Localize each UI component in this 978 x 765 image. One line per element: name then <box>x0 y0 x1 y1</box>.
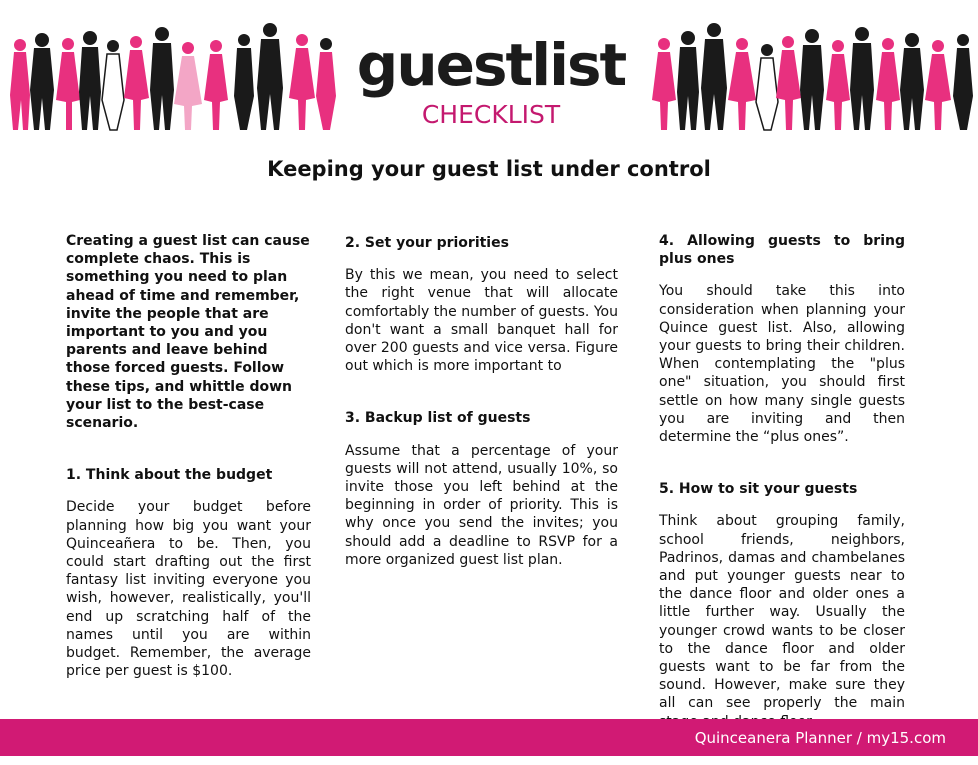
section-body-backup: Assume that a percentage of your guests will not attend, usually 10%, so invite those you left behind at the beginning in order of priority. This is why once you send the invites; you should add a deadline to RSVP for a more organized guest list plan. <box>345 442 618 568</box>
section-body-budget: Decide your budget before planning how big you want your Quinceañera to be. Then, you could start drafting out the first fantasy list inviting everyone you wish, however, realistically, you'll end up scratching half of the names until you are within budget. Remember, the average price per guest is $100. <box>66 499 311 680</box>
header-banner <box>0 0 978 135</box>
footer-credit: Quinceanera Planner / my15.com <box>694 729 946 747</box>
section-body-plus-ones: You should take this into consideration when planning your Quince guest list. Also, allowing your guests to bring their children. When contemplating the "plus one" situation, you should first settle on how many single guests you are inviting and then determine the “plus ones”. <box>659 283 905 446</box>
party-crowd-left-icon <box>0 0 340 135</box>
section-title-seating: 5. How to sit your guests <box>659 481 858 498</box>
section-title-priorities: 2. Set your priorities <box>345 235 509 251</box>
page-title: Keeping your guest list under control <box>267 157 711 181</box>
section-body-priorities: By this we mean, you need to select the right venue that will allocate comfortably the number of guests. You don't want a small banquet hall for over 200 guests and vice versa. Figure out which is more important to <box>345 267 618 375</box>
column-left <box>66 232 311 714</box>
footer-bar <box>0 719 978 756</box>
column-middle <box>345 232 618 603</box>
intro-paragraph: Creating a guest list can cause complete chaos. This is something you need to plan ahead of time and remember, invite the people that are important to you and you parents and leave behind those forced guests. Follow these tips, and whittle down your list to the best-case scenario. <box>66 233 310 432</box>
logo-subtitle: CHECKLIST <box>421 100 561 129</box>
column-right <box>659 232 905 765</box>
section-body-seating: Think about grouping family, school friends, neighbors, Padrinos, damas and chambelanes and put younger guests near to the dance floor and older ones a little further way. Usually the younger crowd wants to be closer to the dance floor and older guests want to be far from the sound. However, make sure they all can see properly the main <box>659 513 905 712</box>
party-crowd-right-icon <box>648 0 978 135</box>
section-title-backup: 3. Backup list of guests <box>345 410 531 427</box>
logo-title: guestlist <box>356 31 626 99</box>
section-title-plus-ones: 4. Allowing guests to bring plus ones <box>659 233 905 268</box>
section-title-budget: 1. Think about the budget <box>66 467 273 484</box>
